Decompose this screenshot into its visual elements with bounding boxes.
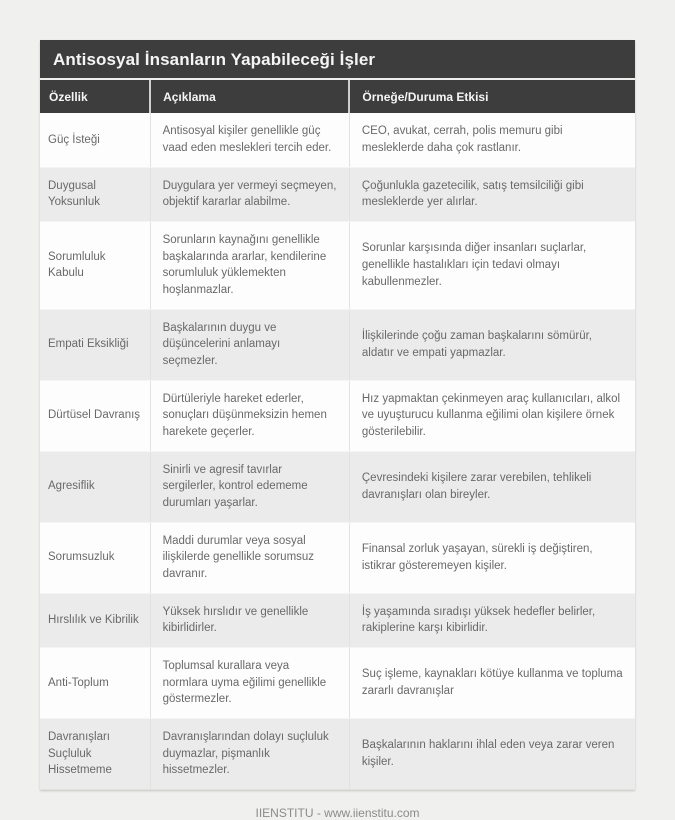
cell-etki: Çoğunlukla gazetecilik, satış temsilciliği gibi mesleklerde yer alırlar. xyxy=(349,167,635,221)
cell-aciklama: Antisosyal kişiler genellikle güç vaad eden meslekleri tercih eder. xyxy=(150,113,349,167)
cell-aciklama: Davranışlarından dolayı suçluluk duymazlar, pişmanlık hissetmezler. xyxy=(150,719,349,790)
cell-etki: Sorunlar karşısında diğer insanları suçlarlar, genellikle hastalıkları için tedavi olmayı kabullenmezler. xyxy=(349,221,635,309)
cell-etki: CEO, avukat, cerrah, polis memuru gibi mesleklerde daha çok rastlanır. xyxy=(349,113,635,167)
cell-ozellik: Hırslılık ve Kibrilik xyxy=(40,593,150,647)
table-row xyxy=(40,522,635,593)
cell-ozellik: Sorumluluk Kabulu xyxy=(40,221,150,309)
table-row xyxy=(40,593,635,647)
column-header-etki: Örneğe/Duruma Etkisi xyxy=(349,80,635,113)
data-table xyxy=(40,80,635,790)
header-row xyxy=(40,80,635,113)
cell-ozellik: Güç İsteği xyxy=(40,113,150,167)
cell-aciklama: Yüksek hırslıdır ve genellikle kibirlidirler. xyxy=(150,593,349,647)
cell-aciklama: Sinirli ve agresif tavırlar sergilerler, kontrol edememe durumları yaşarlar. xyxy=(150,451,349,522)
cell-aciklama: Toplumsal kurallara veya normlara uyma eğilimi genellikle göstermezler. xyxy=(150,648,349,719)
table-row xyxy=(40,167,635,221)
cell-etki: Başkalarının haklarını ihlal eden veya zarar veren kişiler. xyxy=(349,719,635,790)
cell-ozellik: Anti-Toplum xyxy=(40,648,150,719)
cell-etki: Finansal zorluk yaşayan, sürekli iş değiştiren, istikrar gösteremeyen kişiler. xyxy=(349,522,635,593)
cell-etki: Hız yapmaktan çekinmeyen araç kullanıcıları, alkol ve uyuşturucu kullanma eğilimi olan kişilere örnek gösterilebilir. xyxy=(349,380,635,451)
cell-ozellik: Sorumsuzluk xyxy=(40,522,150,593)
cell-ozellik: Empati Eksikliği xyxy=(40,309,150,380)
cell-aciklama: Duygulara yer vermeyi seçmeyen, objektif kararlar alabilme. xyxy=(150,167,349,221)
table-row xyxy=(40,221,635,309)
footer-credit: IIENSTITU - www.iienstitu.com xyxy=(255,806,420,820)
column-header-aciklama: Açıklama xyxy=(150,80,349,113)
table-row xyxy=(40,719,635,790)
cell-ozellik: Dürtüsel Davranış xyxy=(40,380,150,451)
table-row xyxy=(40,648,635,719)
cell-aciklama: Maddi durumlar veya sosyal ilişkilerde genellikle sorumsuz davranır. xyxy=(150,522,349,593)
page-title: Antisosyal İnsanların Yapabileceği İşler xyxy=(53,50,376,69)
cell-ozellik: Davranışları Suçluluk Hissetmeme xyxy=(40,719,150,790)
table-row xyxy=(40,380,635,451)
cell-etki: Çevresindeki kişilere zarar verebilen, tehlikeli davranışları olan bireyler. xyxy=(349,451,635,522)
cell-aciklama: Sorunların kaynağını genellikle başkalarında ararlar, kendilerine sorumluluk yüklemekten hoşlanmazlar. xyxy=(150,221,349,309)
table-row xyxy=(40,309,635,380)
cell-etki: İş yaşamında sıradışı yüksek hedefler belirler, rakiplerine karşı kibirlidir. xyxy=(349,593,635,647)
cell-aciklama: Dürtüleriyle hareket ederler, sonuçları düşünmeksizin hemen harekete geçerler. xyxy=(150,380,349,451)
cell-etki: Suç işleme, kaynakları kötüye kullanma ve topluma zararlı davranışlar xyxy=(349,648,635,719)
cell-aciklama: Başkalarının duygu ve düşüncelerini anlamayı seçmezler. xyxy=(150,309,349,380)
column-header-ozellik: Özellik xyxy=(40,80,150,113)
table-row xyxy=(40,451,635,522)
table-body xyxy=(40,113,635,789)
cell-ozellik: Agresiflik xyxy=(40,451,150,522)
antisocial-jobs-table-card xyxy=(40,40,635,790)
cell-ozellik: Duygusal Yoksunluk xyxy=(40,167,150,221)
table-title-bar xyxy=(40,40,635,80)
cell-etki: İlişkilerinde çoğu zaman başkalarını sömürür, aldatır ve empati yapmazlar. xyxy=(349,309,635,380)
table-row xyxy=(40,113,635,167)
